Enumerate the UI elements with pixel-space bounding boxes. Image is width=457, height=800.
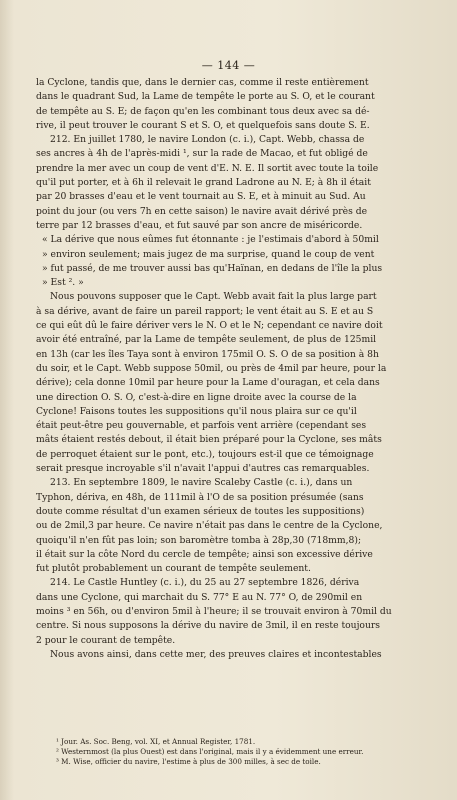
paragraph-start: Nous avons ainsi, dans cette mer, des preuves claires et incontestables (50, 648, 382, 660)
text-line: quoiqu'il n'en fût pas loin; son baromètre tomba à 28p,30 (718mm,8); (36, 534, 362, 546)
text-line: qu'il put porter, et à 6h il relevait le grand Ladrone au N. E; à 8h il était (36, 177, 371, 189)
text-line: ou de 2mil,3 par heure. Ce navire n'était pas dans le centre de la Cyclone, (36, 520, 383, 532)
text-line: centre. Si nous supposons la dérive du navire de 3mil, il en reste toujours (36, 620, 380, 632)
text-line: dans le quadrant Sud, la Lame de tempête le porte au S. O, et le courant (36, 91, 375, 103)
paragraph-213-start: 213. En septembre 1809, le navire Scaleby Castle (c. i.), dans un (50, 477, 353, 489)
quote-line: » environ seulement; mais jugez de ma surprise, quand le coup de vent (42, 248, 375, 260)
quote-line: » fut passé, de me trouver aussi bas qu'Haïnan, en dedans de l'île la plus (42, 262, 383, 274)
text-line: ses ancres à 4h de l'après-midi ¹, sur la rade de Macao, et fut obligé de (36, 148, 368, 160)
text-line: fut plutôt probablement un courant de tempête seulement. (36, 563, 311, 575)
text-line: il était sur la côte Nord du cercle de tempête; ainsi son excessive dérive (36, 548, 373, 560)
text-line: point du jour (ou vers 7h en cette saison) le navire avait dérivé près de (36, 205, 368, 217)
body-text (36, 76, 446, 662)
text-line: doute comme résultat d'un examen sérieux de toutes les suppositions) (36, 505, 365, 517)
page-number: — 144 — (201, 59, 256, 72)
text-line: serait presque incroyable s'il n'avait l'appui d'autres cas remarquables. (36, 463, 370, 475)
text-line: par 20 brasses d'eau et le vent tournait au S. E, et à minuit au Sud. Au (36, 191, 366, 203)
paragraph-214-start: 214. Le Castle Huntley (c. i.), du 25 au 27 septembre 1826, dériva (50, 577, 360, 589)
text-line: 2 pour le courant de tempête. (36, 634, 176, 646)
text-line: Typhon, dériva, en 48h, de 111mil à l'O de sa position présumée (sans (36, 491, 364, 503)
text-line: mâts étaient restés debout, il était bien préparé pour la Cyclone, ses mâts (36, 434, 382, 446)
quote-line: » Est ². » (42, 277, 84, 289)
footnote-3: ³ M. Wise, officier du navire, l'estime à plus de 300 milles, à sec de toile. (56, 757, 321, 766)
text-line: avoir été entraîné, par la Lame de tempête seulement, de plus de 125mil (36, 334, 377, 346)
text-line: dérive); cela donne 10mil par heure pour la Lame d'ouragan, et cela dans (36, 377, 380, 389)
text-line: était peut-être peu gouvernable, et parfois vent arrière (cependant ses (36, 420, 367, 432)
text-line: terre par 12 brasses d'eau, et fut sauvé par son ancre de miséricorde. (36, 219, 363, 231)
footnote-1: ¹ Jour. As. Soc. Beng, vol. XI, et Annual Register, 1781. (56, 737, 256, 746)
text-line: du soir, et le Capt. Webb suppose 50mil, ou près de 4mil par heure, pour la (36, 362, 387, 374)
paragraph-212-start: 212. En juillet 1780, le navire London (c. i.), Capt. Webb, chassa de (50, 134, 365, 146)
text-line: moins ³ en 56h, ou d'environ 5mil à l'heure; il se trouvait environ à 70mil du (36, 605, 392, 617)
text-line: en 13h (car les îles Taya sont à environ 175mil O. S. O de sa position à 8h (36, 348, 379, 360)
text-line: rive, il peut trouver le courant S et S. O, et quelquefois sans doute S. E. (36, 119, 370, 131)
text-line: une direction O. S. O, c'est-à-dire en ligne droite avec la course de la (36, 391, 357, 403)
text-line: ce qui eût dû le faire dériver vers le N. O et le N; cependant ce navire doit (36, 320, 383, 332)
quote-line: « La dérive que nous eûmes fut étonnante : je l'estimais d'abord à 50mil (42, 234, 379, 246)
text-line: la Cyclone, tandis que, dans le dernier cas, comme il reste entièrement (36, 77, 369, 88)
text-line: prendre la mer avec un coup de vent d'E. N. E. Il sortit avec toute la toile (36, 162, 379, 174)
footnote-2: ² Westernmost (la plus Ouest) est dans l'original, mais il y a évidemment une erreur. (56, 747, 364, 756)
text-line: dans une Cyclone, qui marchait du S. 77° E au N. 77° O, de 290mil en (36, 591, 363, 603)
text-line: de tempête au S. E; de façon qu'en les combinant tous deux avec sa dé- (36, 105, 370, 117)
paragraph-start: Nous pouvons supposer que le Capt. Webb avait fait la plus large part (50, 291, 377, 303)
footnotes (56, 737, 436, 767)
text-line: Cyclone! Faisons toutes les suppositions qu'il nous plaira sur ce qu'il (36, 405, 357, 417)
text-line: à sa dérive, avant de faire un pareil rapport; le vent était au S. E et au S (36, 305, 374, 317)
text-line: de perroquet étaient sur le pont, etc.), toujours est-il que ce témoignage (36, 448, 374, 460)
